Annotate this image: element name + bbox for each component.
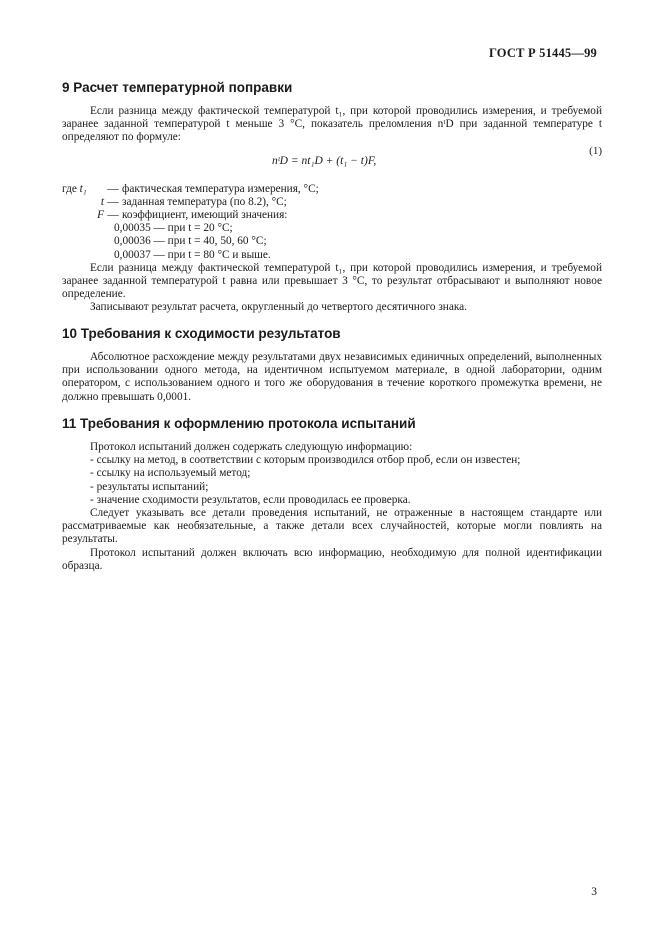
coefficient-value: 0,00035 — при t = 20 °С; (114, 222, 233, 235)
section-9-title: 9 Расчет температурной поправки (62, 80, 293, 95)
coefficient-value: 0,00037 — при t = 80 °С и выше. (114, 248, 271, 261)
where-label: где (62, 182, 77, 195)
definition-text: коэффициент, имеющий значения: (122, 209, 288, 222)
section-11-title: 11 Требования к оформлению протокола испытаний (62, 416, 416, 431)
definition-symbol: F (97, 209, 104, 222)
section-11-paragraph-3: Протокол испытаний должен включать всю информацию, необходимую для полной идентификации образца. (62, 546, 602, 572)
list-item: - ссылку на метод, в соответствии с которым производился отбор проб, если он известен; (90, 454, 521, 467)
section-10-title: 10 Требования к сходимости результатов (62, 326, 341, 341)
definition-symbol: t₁ (79, 182, 87, 195)
section-9-paragraph-1: Если разница между фактической температурой t₁, при которой проводились измерения, и требуемой заранее заданной температурой t меньше 3 °С, показатель преломления nᵗD при заданной температуре t определяют по формуле: (62, 105, 602, 144)
formula-number: (1) (589, 144, 602, 157)
list-item: - ссылку на используемый метод; (90, 467, 251, 480)
section-11 (62, 416, 602, 573)
definition-row: где t₁ — фактическая температура измерения, °С; (62, 183, 602, 196)
section-9-paragraph-2: Если разница между фактической температурой t₁, при которой проводились измерения, и требуемой заранее заданной температурой t равна или превышает 3 °С, то результат отбрасывают и выполняют новое определение. (62, 261, 602, 301)
definitions (62, 183, 602, 262)
formula-expression: nᵗD = nt₁D + (t₁ − t)F, (272, 154, 377, 167)
list-item: - значение сходимости результатов, если проводилась ее проверка. (90, 493, 411, 506)
coefficient-values (62, 222, 602, 262)
coefficient-value: 0,00036 — при t = 40, 50, 60 °С; (114, 235, 267, 248)
page-number: 3 (591, 886, 597, 898)
definition-text: заданная температура (по 8.2), °С; (122, 195, 287, 208)
protocol-items-list (62, 454, 602, 507)
formula-1 (62, 144, 602, 179)
section-11-paragraph-1: Протокол испытаний должен содержать следующую информацию: (90, 441, 413, 453)
definition-row: F — коэффициент, имеющий значения: (62, 209, 602, 222)
section-11-paragraph-2: Следует указывать все детали проведения испытаний, не отраженные в настоящем стандарте или рассматриваемые как необязательные, а также детали всех случайностей, которые могли повлиять на результаты. (62, 507, 602, 546)
definition-text: фактическая температура измерения, °С; (122, 182, 319, 195)
section-10 (62, 326, 602, 404)
list-item: - результаты испытаний; (90, 480, 209, 493)
section-9-paragraph-3: Записывают результат расчета, округленный до четвертого десятичного знака. (90, 301, 468, 314)
section-9 (62, 80, 602, 315)
definition-symbol: t (100, 195, 104, 208)
definition-row: t — заданная температура (по 8.2), °С; (62, 196, 602, 209)
section-10-paragraph-1: Абсолютное расхождение между результатами двух независимых единичных определений, выполненных при использовании одного метода, на идентичном испытуемом материале, в одной лаборатории, одним оператором, с использованием одного и того же оборудования в течение короткого промежутка времени, не должно превышать 0,0001. (62, 351, 602, 403)
document-header: ГОСТ Р 51445—99 (488, 46, 597, 60)
